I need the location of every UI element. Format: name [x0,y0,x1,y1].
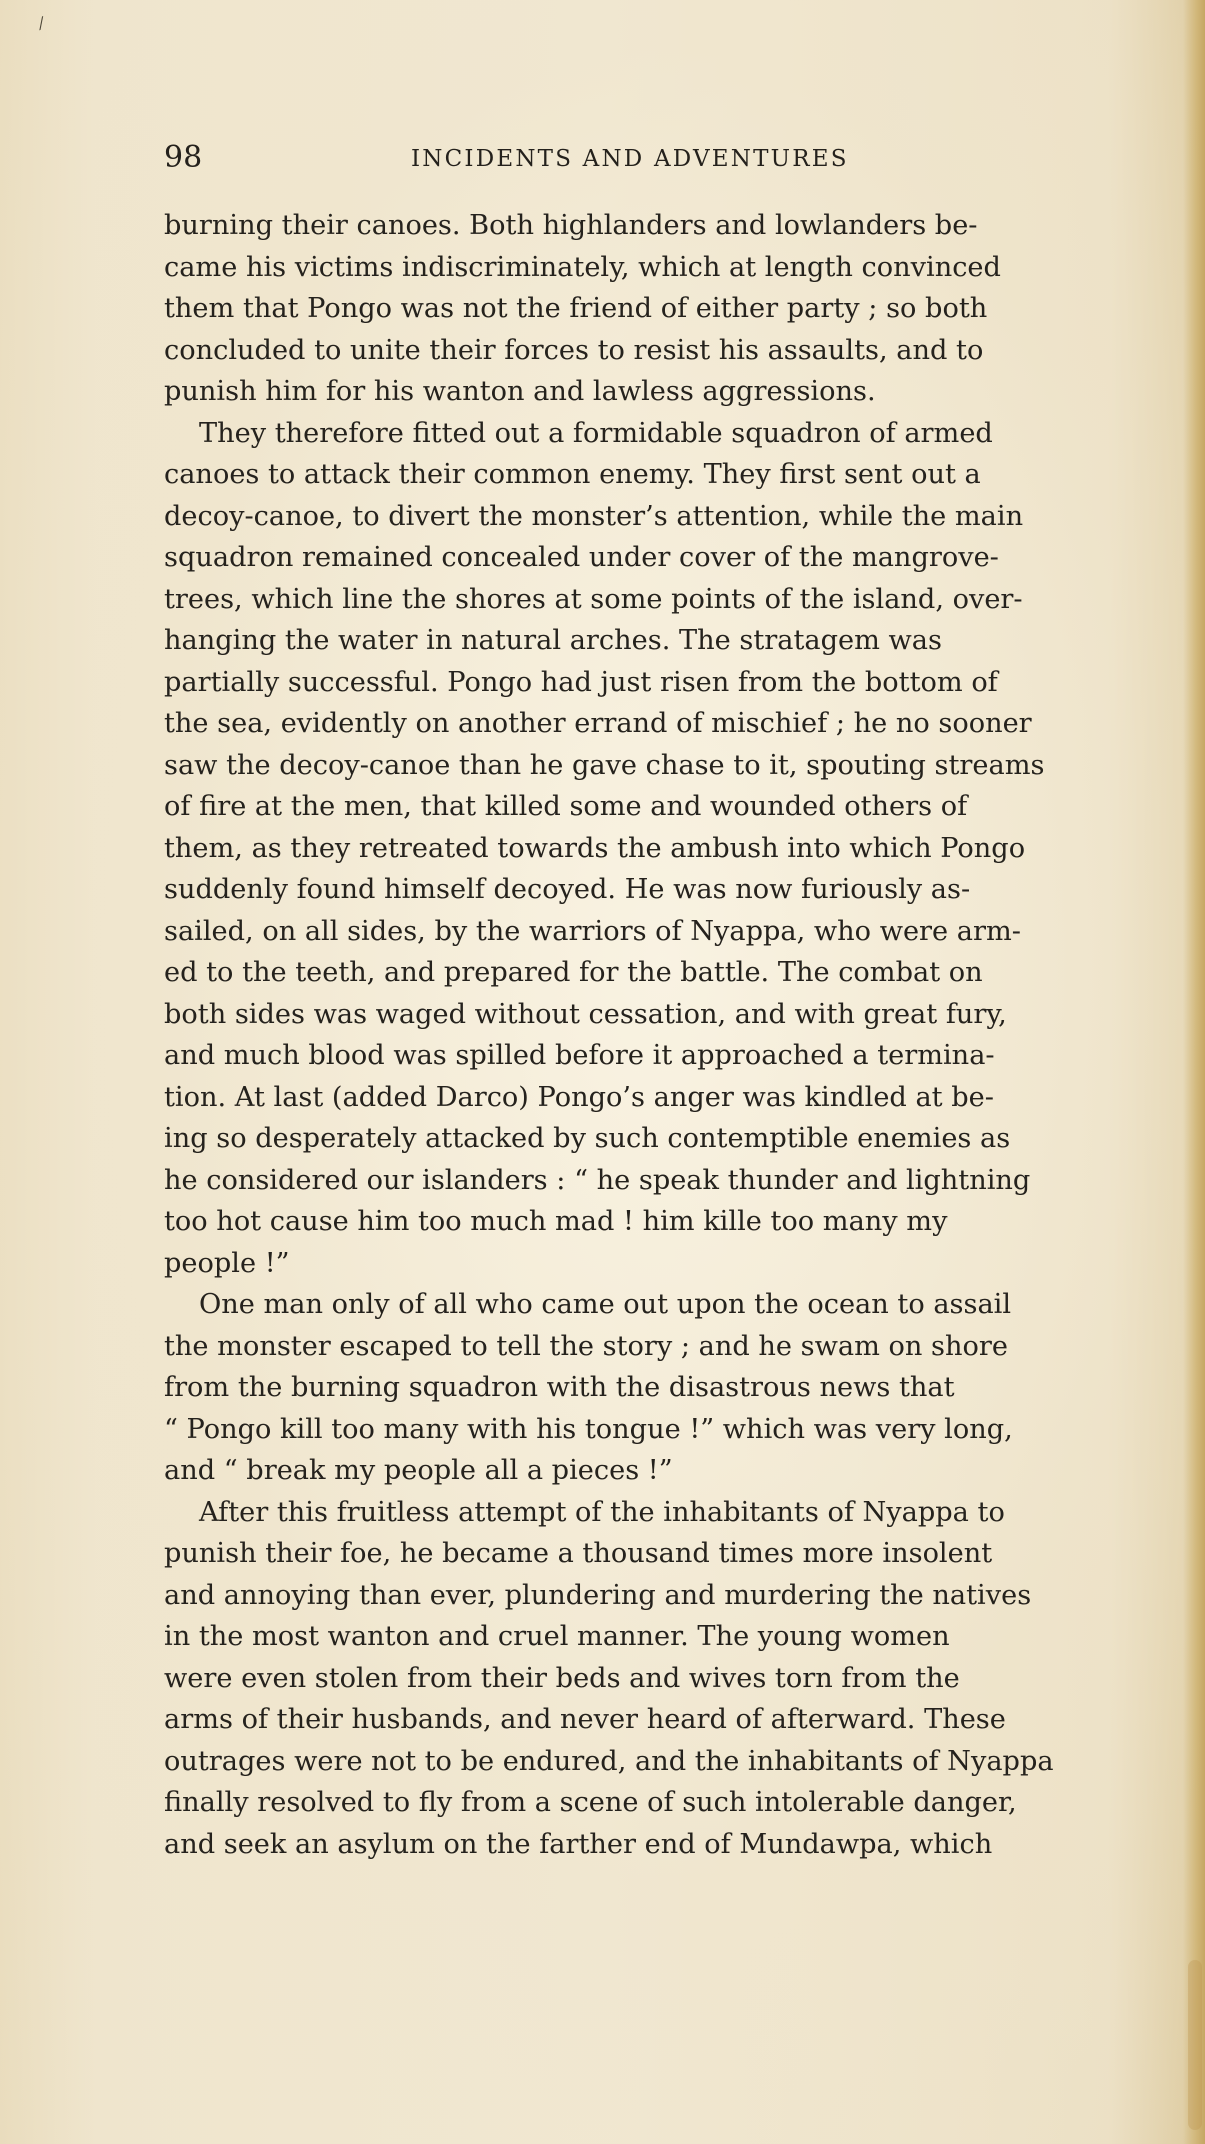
text-line: tion. At last (added Darco) Pongo’s anger was kindled at be- [164,1081,994,1113]
text-line: came his victims indiscriminately, which at length convinced [164,251,1001,283]
text-line: of fire at the men, that killed some and wounded others of [164,791,968,822]
paragraph [164,1492,1149,1866]
text-line: too hot cause him too much mad ! him kille too many my [164,1206,948,1237]
text-line: and annoying than ever, plundering and murdering the natives [164,1579,1032,1611]
text-line: ed to the teeth, and prepared for the battle. The combat on [164,957,983,988]
text-line: suddenly found himself decoyed. He was now furiously as- [164,874,971,905]
text-line: canoes to attack their common enemy. They first sent out a [164,459,981,490]
text-line: were even stolen from their beds and wives torn from the [164,1662,960,1694]
text-line: partially successful. Pongo had just risen from the bottom of [164,666,998,698]
text-line: “ Pongo kill too many with his tongue !” which was very long, [164,1413,1013,1445]
text-line: saw the decoy-canoe than he gave chase to it, spouting streams [164,749,1045,781]
text-line: They therefore fitted out a formidable squadron of armed [199,417,993,449]
text-line: ing so desperately attacked by such contemptible enemies as [164,1123,1011,1154]
text-line: concluded to unite their forces to resist his assaults, and to [164,334,984,366]
text-line: punish their foe, he became a thousand times more insolent [164,1538,993,1569]
text-line: the monster escaped to tell the story ; and he swam on shore [164,1330,1008,1362]
body-text [164,205,1149,1865]
text-line: people !” [164,1247,290,1279]
text-line: sailed, on all sides, by the warriors of Nyappa, who were arm- [164,915,1021,947]
text-line: finally resolved to fly from a scene of such intolerable danger, [164,1787,1017,1818]
text-line: trees, which line the shores at some points of the island, over- [164,583,1023,615]
text-line: in the most wanton and cruel manner. The young women [164,1621,950,1652]
text-line: hanging the water in natural arches. The stratagem was [164,625,942,656]
text-line: both sides was waged without cessation, and with great fury, [164,998,1007,1030]
paragraph [164,413,1149,1285]
running-title: INCIDENTS AND ADVENTURES [411,146,849,172]
text-line: After this fruitless attempt of the inhabitants of Nyappa to [199,1496,1005,1528]
text-line: and “ break my people all a pieces !” [164,1455,673,1486]
text-line: and seek an asylum on the farther end of Mundawpa, which [164,1828,993,1860]
page-number: 98 [164,140,203,175]
text-line: them that Pongo was not the friend of either party ; so both [164,293,988,324]
paragraph [164,205,1149,413]
text-line: and much blood was spilled before it approached a termina- [164,1040,995,1071]
text-line: squadron remained concealed under cover of the mangrove- [164,542,999,573]
text-line: from the burning squadron with the disastrous news that [164,1372,955,1403]
text-line: the sea, evidently on another errand of mischief ; he no sooner [164,708,1032,739]
corner-pencil-mark: ⁄ [36,14,46,33]
text-line: them, as they retreated towards the ambush into which Pongo [164,832,1026,864]
text-line: One man only of all who came out upon the ocean to assail [199,1289,1012,1320]
text-line: he considered our islanders : “ he speak thunder and lightning [164,1164,1031,1196]
text-line: decoy-canoe, to divert the monster’s attention, while the main [164,500,1024,532]
running-header [164,138,1144,182]
text-line: punish him for his wanton and lawless aggressions. [164,376,876,407]
text-line: outrages were not to be endured, and the inhabitants of Nyappa [164,1745,1054,1777]
page-edge-shadow [1183,0,1205,2144]
text-line: burning their canoes. Both highlanders and lowlanders be- [164,210,978,241]
text-line: arms of their husbands, and never heard of afterward. These [164,1704,1006,1735]
page-stain [1188,1960,1202,2130]
paragraph [164,1284,1149,1492]
